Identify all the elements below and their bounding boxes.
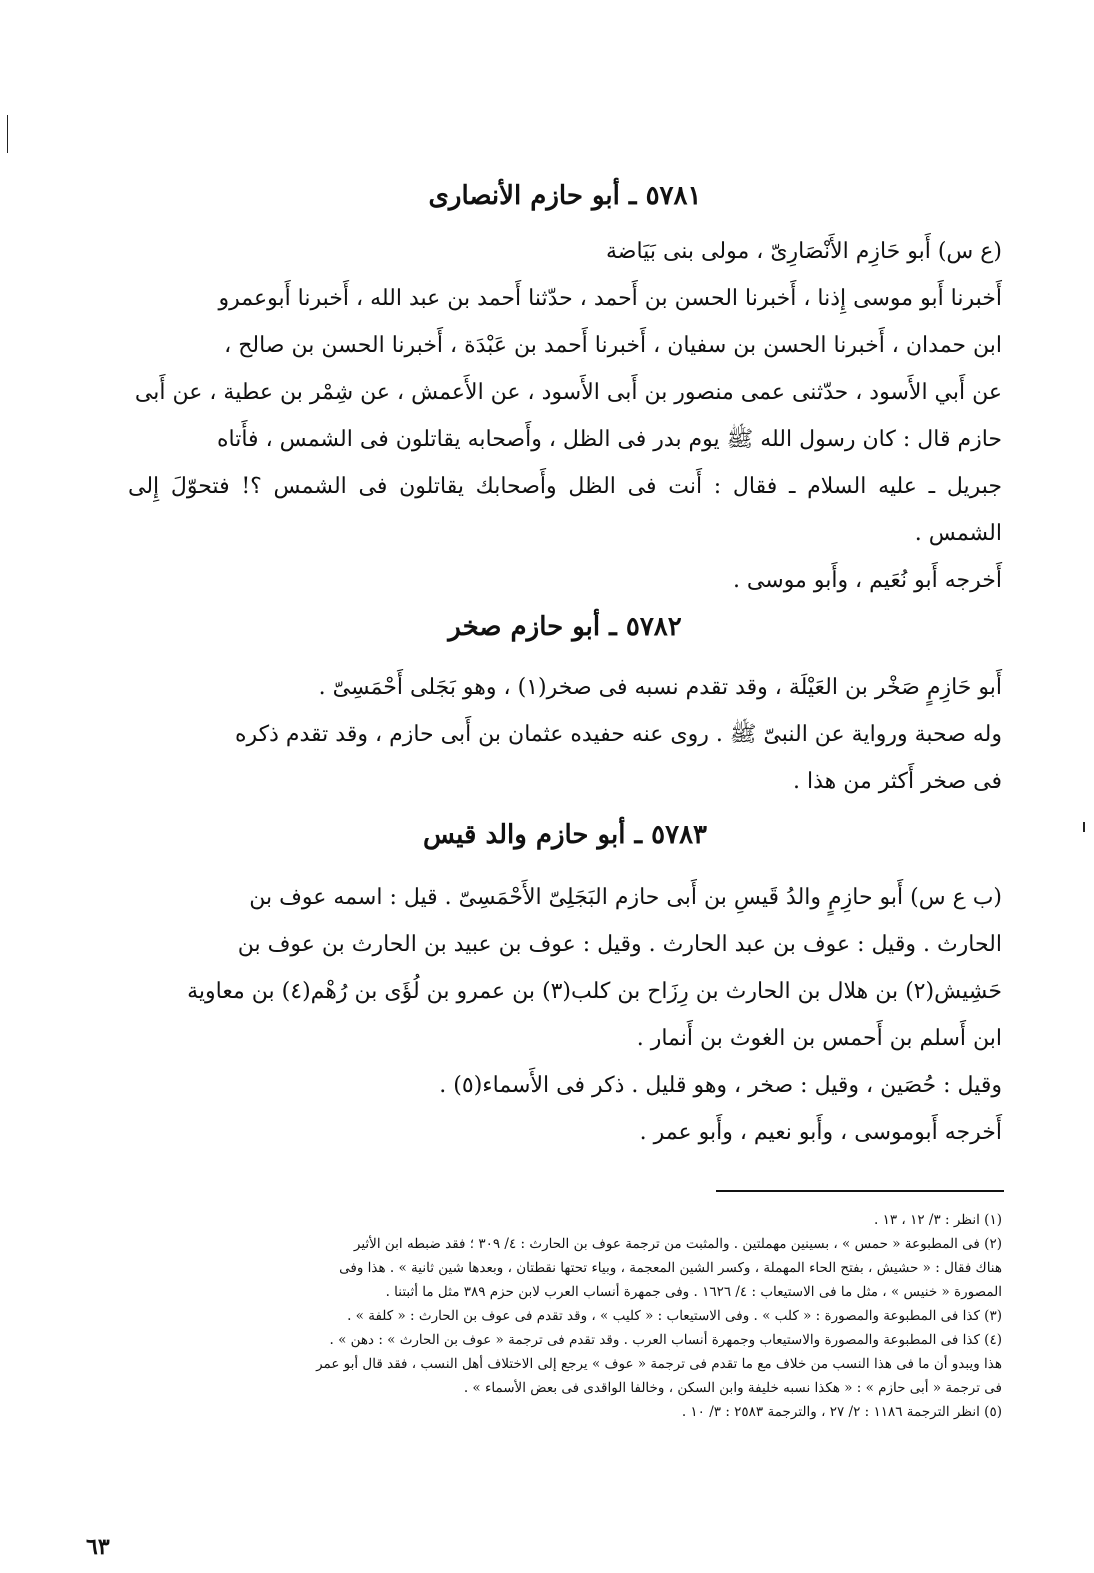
entry-heading: ٥٧٨١ ـ أبو حازم الأنصارى (428, 181, 702, 211)
page-number: ٦٣ (86, 1534, 110, 1560)
footnote-line: (٣) كذا فى المطبوعة والمصورة : « كلب » . وفى الاستيعاب : « كليب » ، وقد تقدم فى عوف بن الحارث : « كلفة » . (347, 1308, 1002, 1324)
entry-line: أَخرجه أَبو نُعَيم ، وأَبو موسى . (732, 568, 1002, 593)
entry-line: أَخرجه أَبوموسى ، وأَبو نعيم ، وأَبو عمر . (639, 1120, 1002, 1145)
footnote-line: هناك فقال : « حشيش ، بفتح الحاء المهملة ، وكسر الشين المعجمة ، وبياء تحتها نقطتان ، وبعدها شين ثانية » . هذا وفى (339, 1260, 1002, 1276)
footnote-line: (٢) فى المطبوعة « حمس » ، بسينين مهملتين . والمثبت من ترجمة عوف بن الحارث : ٤/ ٣٠٩ ؛ فقد ضبطه ابن الأثير (353, 1236, 1002, 1252)
entry-body (128, 664, 1002, 805)
footnote-line: (١) انظر : ٣/ ١٢ ، ١٣ . (874, 1212, 1002, 1228)
entry-line: فى صخر أَكثر من هذا . (793, 769, 1002, 794)
entry-line: أَبو حَازِمٍ صَخْر بن العَيْلَة ، وقد تقدم نسبه فى صخر(١) ، وهو بَجَلى أَحْمَسِىّ . (318, 675, 1002, 700)
entry-line: وله صحبة ورواية عن النبىّ ﷺ . روى عنه حفيده عثمان بن أَبى حازم ، وقد تقدم ذكره (234, 722, 1002, 747)
entry-line: ابن حمدان ، أَخبرنا الحسن بن سفيان ، أَخبرنا أَحمد بن عَبْدَة ، أَخبرنا الحسن بن صالح ، (224, 333, 1002, 358)
entry-line: عن أَبي الأَسود ، حدّثنى عمى منصور بن أَبى الأَسود ، عن الأَعمش ، عن شِمْر بن عطية ، عن أَبى (134, 380, 1002, 405)
entry-line: جبريل ـ عليه السلام ـ فقال : أَنت فى الظل وأَصحابك يقاتلون فى الشمس ؟! فتحوّلَ إِلى الشمس . (128, 474, 1002, 546)
entry-line: ابن أَسلم بن أَحمس بن الغوث بن أَنمار . (636, 1026, 1002, 1051)
footnotes (128, 1208, 1002, 1424)
scan-edge-mark (1083, 822, 1085, 832)
entry-body (128, 228, 1002, 604)
entry-line: الحارث . وقيل : عوف بن عبد الحارث . وقيل : عوف بن عبيد بن الحارث بن عوف بن (237, 932, 1002, 957)
entry-heading: ٥٧٨٣ ـ أبو حازم والد قيس (422, 820, 708, 850)
entry-line: (ب ع س) أَبو حازِمٍ والدُ قَيسِ بن أَبى حازم البَجَلِىّ الأَحْمَسِىّ . قيل : اسمه عوف بن (249, 885, 1002, 910)
entry-heading: ٥٧٨٢ ـ أبو حازم صخر (448, 612, 682, 642)
entry-line: وقيل : حُصَين ، وقيل : صخر ، وهو قليل . ذكر فى الأَسماء(٥) . (439, 1073, 1002, 1098)
footnote-line: هذا ويبدو أن ما فى هذا النسب من خلاف مع ما تقدم فى ترجمة « عوف » يرجع إلى الاختلاف أهل النسب ، فقد قال أبو عمر (316, 1356, 1002, 1372)
entry-line: (ع س) أَبو حَازِم الأَنْصَارِىّ ، مولى بنى بَيَاضة (606, 239, 1002, 264)
footnote-line: المصورة « خنيس » ، مثل ما فى الاستيعاب : ٤/ ١٦٢٦ . وفى جمهرة أنساب العرب لابن حزم ٣٨٩ مثل ما أثبتنا . (385, 1284, 1002, 1300)
entry-body (128, 874, 1002, 1156)
entry-line: حازم قال : كان رسول الله ﷺ يوم بدر فى الظل ، وأَصحابه يقاتلون فى الشمس ، فأَتاه (217, 427, 1002, 452)
entry-line: أَخبرنا أَبو موسى إِذنا ، أَخبرنا الحسن بن أَحمد ، حدّثنا أَحمد بن عبد الله ، أَخبرنا أَبوعمرو (218, 286, 1002, 311)
entry-line: حَشِيش(٢) بن هلال بن الحارث بن رِزَاح بن كلب(٣) بن عمرو بن لُؤَى بن رُهْم(٤) بن معاوية (187, 979, 1002, 1004)
footnote-line: (٤) كذا فى المطبوعة والمصورة والاستيعاب وجمهرة أنساب العرب . وقد تقدم فى ترجمة « عوف بن الحارث » : دهن » . (329, 1332, 1002, 1348)
footnote-line: فى ترجمة « أبى حازم » : « هكذا نسبه خليفة وابن السكن ، وخالفا الواقدى فى بعض الأسماء » . (463, 1380, 1002, 1396)
footnote-line: (٥) انظر الترجمة ١١٨٦ : ٢/ ٢٧ ، والترجمة ٢٥٨٣ : ٣/ ١٠ . (681, 1404, 1002, 1420)
scan-edge-mark (7, 115, 8, 153)
footnote-separator (716, 1190, 1004, 1192)
